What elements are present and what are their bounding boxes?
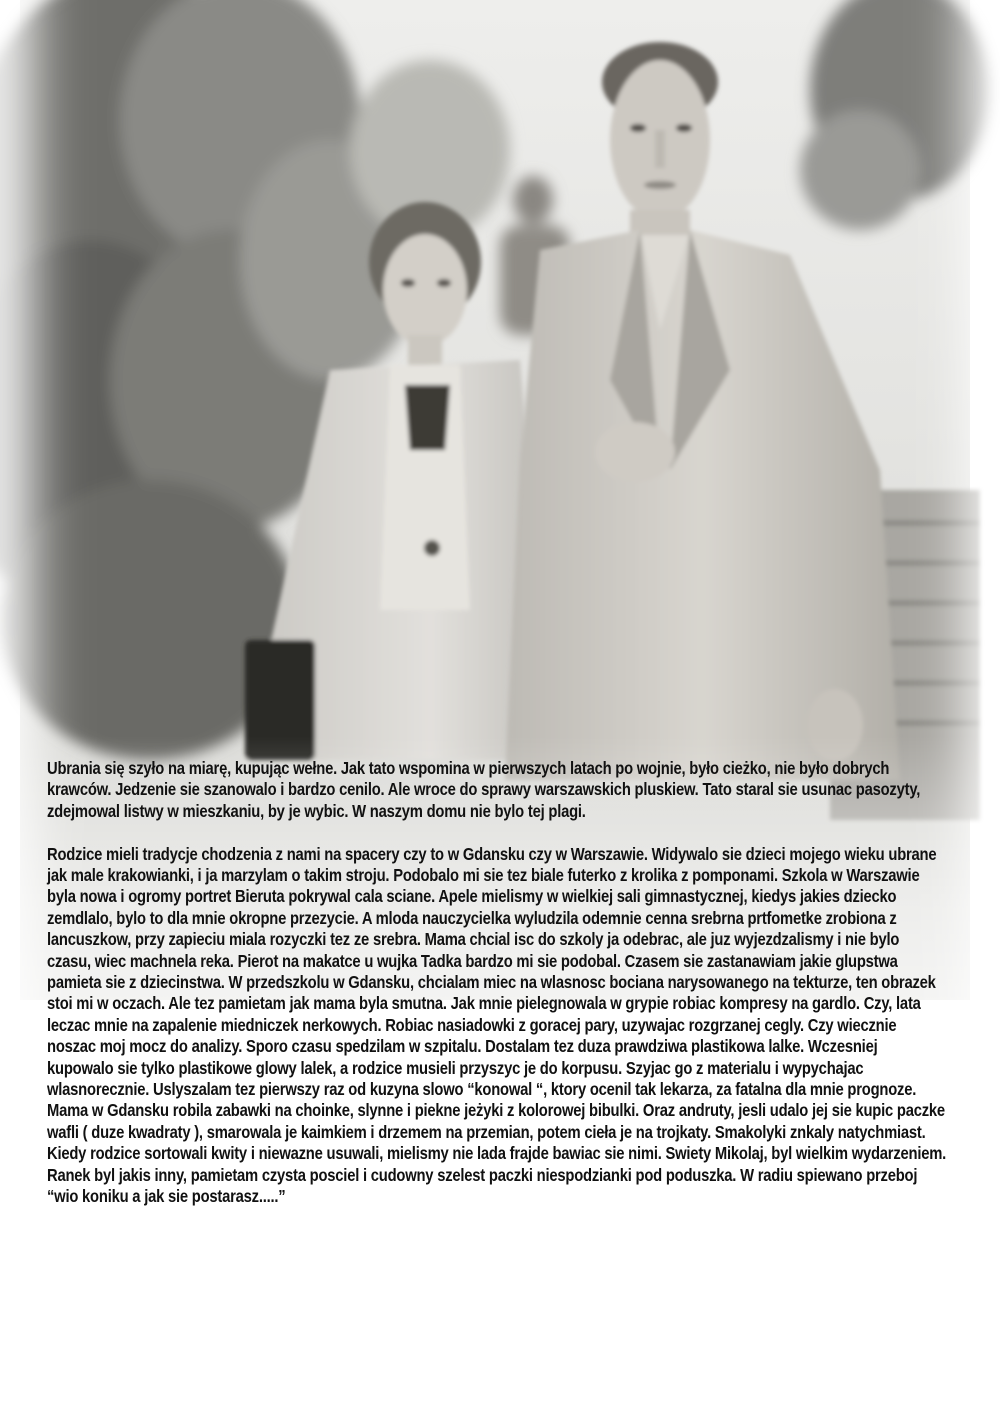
paragraph-2: Rodzice mieli tradycje chodzenia z nami na spacery czy to w Gdansku czy w Warszawie. Widywalo sie dzieci mojego wieku ubrane jak male krakowianki, i ja marzylam o takim stroju. Podobalo mi sie tez biale futerko z krolika z pomponami. Szkola w Warszawie byla nowa i ogromy portret Bieruta pokrywal cala sciane. Apele mielismy w wielkiej sali gimnastycznej, kiedys jakies dziecko zemdlalo, bylo to dla mnie okropne przezycie. A mloda nauczycielka wyludzila odemnie cenna srebrna prtfometke zrobiona z lancuszkow, przy zapieciu miala rozyczki tez ze srebra. Mama chcial isc do szkoly ja odebrac, ale juz wyjezdzalismy i nie bylo czasu, wiec machnela reka. Pierot na makatce u wujka Tadka bardzo mi sie podobal. Czasem sie zastanawiam jakie glupstwa pamieta sie z dziecinstwa. W przedszkolu w Gdansku, chcialam miec na wlasnosc bociana narysowanego na tekturze, ten obrazek stoi mi w oczach. Ale tez pamietam jak mama byla smutna. Jak mnie pielegnowala w grypie robiac kompresy na gardlo. Czy, lata leczac mnie na zapalenie miedniczek nerkowych. Robiac nasiadowki z goracej pary, uzywajac rozgrzanej cegly. Czy wiecznie noszac moj mocz do analizy. Sporo czasu spedzilam w szpitalu. Dostalam tez duza prawdziwa plastikowa lalke. Wczesniej kupowalo sie tylko plastikowe glowy lalek, a rodzice musieli przyszyc je do korpusu. Szyjac go z materialu i wypychajac wlasnorecznie. Uslyszalam tez pierwszy raz od kuzyna slowo “konowal “, ktory ocenil tak lekarza, za fatalna dla mnie prognoze. Mama w Gdansku robila zabawki na choinke, slynne i piekne jeżyki z kolorowej bibulki. Oraz andruty, jesli udalo jej sie kupic paczke wafli ( duze kwadraty ), smarowala je kaimkiem i drzemem na przemian, potem cieła je na trojkaty. Smakolyki znkaly natychmiast. Kiedy rodzice sortowali kwity i niewazne usuwali, mielismy nie lada frajde bawiac sie nimi. Swiety Mikolaj, byl wielkim wydarzeniem. Ranek byl jakis inny, pamietam czysta posciel i cudowny szelest paczki niespodzianki pod poduszka. W radiu spiewano przeboj “wio koniku a jak sie postarasz.....”	[47, 843, 947, 1207]
story-text	[47, 758, 947, 1208]
paragraph-1: Ubrania się szyło na miarę, kupując wełne. Jak tato wspomina w pierwszych latach po wojnie, było cieżko, nie było dobrych krawców. Jedzenie sie szanowalo i bardzo cenilo. Ale wroce do sprawy warszawskich pluskiew. Tato staral sie usunac pasozyty, zdejmowal listwy w mieszkaniu, by je wybic. W naszym domu nie bylo tej plagi.	[47, 758, 921, 821]
